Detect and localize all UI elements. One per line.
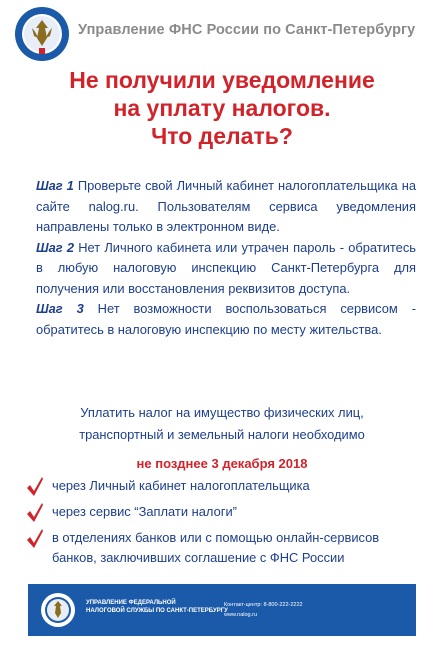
payment-line-1: Уплатить налог на имущество физических лиц, <box>80 405 364 420</box>
checkmark-icon <box>26 476 44 498</box>
footer-organization <box>86 599 236 615</box>
step-3 <box>36 299 416 340</box>
footer-org-line-1: УПРАВЛЕНИЕ ФЕДЕРАЛЬНОЙ <box>86 600 176 606</box>
headline-line-3: Что делать? <box>151 123 293 149</box>
fns-emblem-icon <box>40 592 76 628</box>
payment-method-item <box>22 476 310 496</box>
page-header <box>0 0 444 66</box>
step-1 <box>36 176 416 238</box>
payment-method-text: в отделениях банков или с помощью онлайн-сервисов банков, заключивших соглашение с ФНС России <box>52 530 380 565</box>
step-3-label: Шаг 3 <box>36 301 84 316</box>
payment-method-text: через сервис “Заплати налоги” <box>52 504 237 519</box>
footer-org-line-2: НАЛОГОВОЙ СЛУЖБЫ ПО САНКТ-ПЕТЕРБУРГУ <box>86 608 228 614</box>
step-2 <box>36 238 416 300</box>
payment-method-item <box>22 502 237 522</box>
headline <box>20 66 424 150</box>
footer-banner <box>28 584 416 636</box>
payment-method-item <box>22 528 422 568</box>
steps-list <box>36 176 416 340</box>
step-1-label: Шаг 1 <box>36 178 74 193</box>
contact-center-phone: Контакт-центр: 8-800-222-2222 <box>224 602 303 608</box>
step-3-text: Нет возможности воспользоваться сервисом - обратитесь в налоговую инспекцию по месту жительства. <box>36 301 417 337</box>
payment-line-2: транспортный и земельный налоги необходимо <box>79 427 365 442</box>
website-link[interactable]: www.nalog.ru <box>224 612 258 618</box>
payment-deadline: не позднее 3 декабря 2018 <box>136 456 308 471</box>
step-1-text: Проверьте свой Личный кабинет налогоплательщика на сайте nalog.ru. Пользователям сервиса уведомления направлены только в электронном виде. <box>36 178 416 234</box>
footer-contacts <box>224 600 354 620</box>
step-2-text: Нет Личного кабинета или утрачен пароль - обратитесь в любую налоговую инспекцию Санкт-Петербурга для получения или восстановления реквизитов доступа. <box>36 239 416 296</box>
payment-instructions <box>20 402 424 446</box>
step-2-label: Шаг 2 <box>36 239 75 255</box>
headline-line-2: на уплату налогов. <box>113 95 331 121</box>
checkmark-icon <box>26 502 44 524</box>
payment-method-text: через Личный кабинет налогоплательщика <box>52 478 310 493</box>
fns-emblem-icon <box>14 6 70 62</box>
organization-title: Управление ФНС России по Санкт-Петербургу <box>78 22 416 38</box>
headline-line-1: Не получили уведомление <box>69 67 375 93</box>
checkmark-icon <box>26 528 44 550</box>
